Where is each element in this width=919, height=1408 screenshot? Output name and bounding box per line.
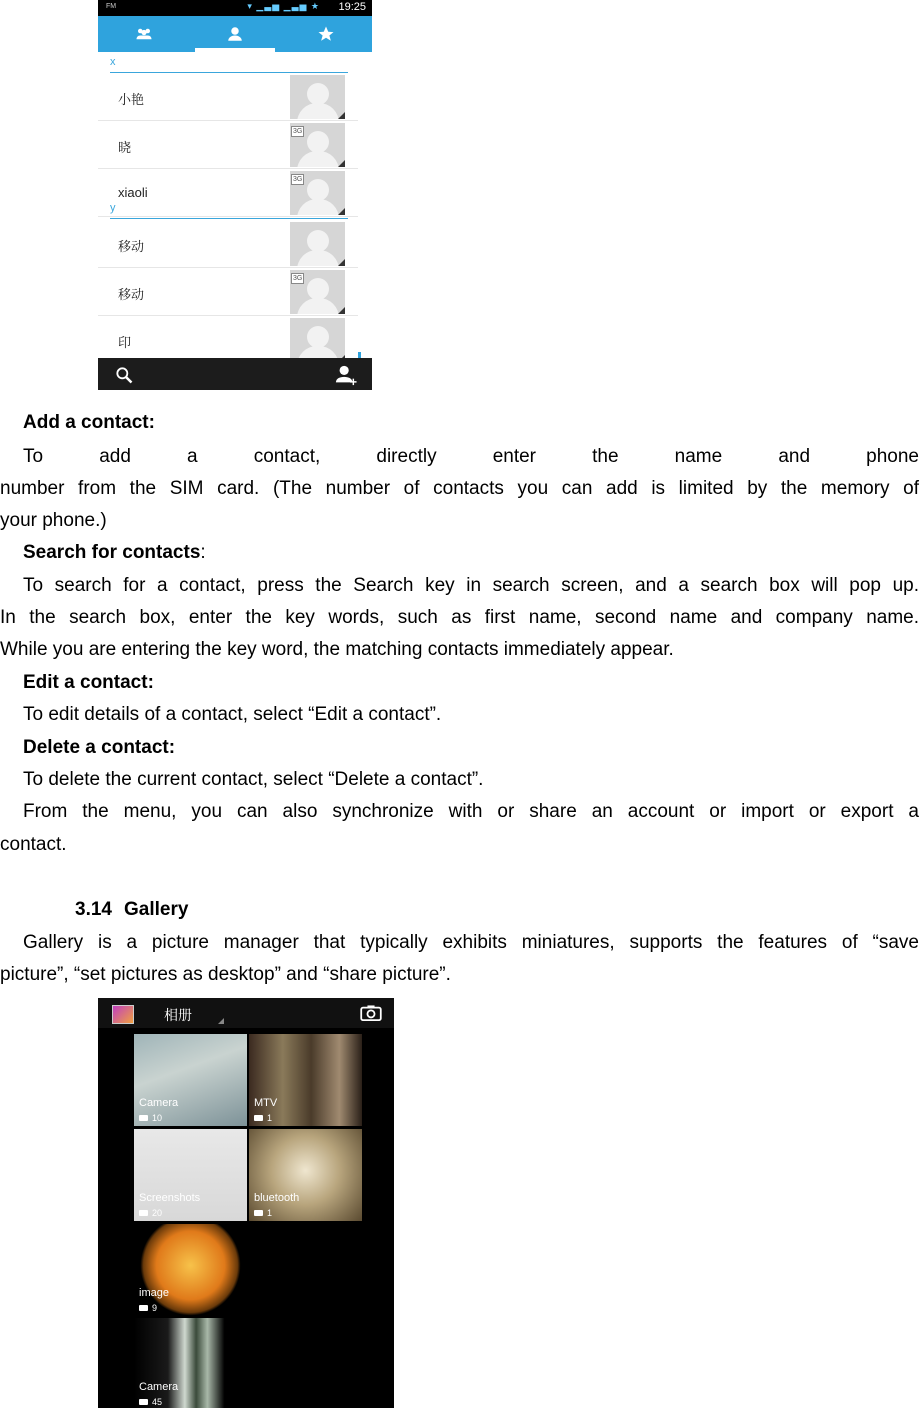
folder-icon bbox=[139, 1210, 148, 1216]
search-paragraph-line3: While you are entering the key word, the matching contacts immediately appear. bbox=[0, 639, 674, 660]
contact-row[interactable] bbox=[98, 316, 358, 364]
album-count-value: 20 bbox=[152, 1208, 163, 1218]
album-name: Camera bbox=[139, 1381, 179, 1393]
contact-row[interactable] bbox=[98, 268, 358, 316]
gallery-section-number: 3.14 bbox=[75, 899, 112, 920]
gallery-top-bar bbox=[98, 998, 394, 1028]
contact-row[interactable] bbox=[98, 121, 358, 169]
delete-contact-heading: Delete a contact: bbox=[23, 737, 176, 758]
add-contact-icon[interactable] bbox=[334, 364, 358, 386]
contact-badge: 3G bbox=[293, 275, 303, 282]
menu-paragraph-line2: contact. bbox=[0, 834, 67, 855]
contact-name: 移动 bbox=[118, 287, 145, 302]
search-contacts-heading: Search for contacts bbox=[23, 542, 201, 563]
contact-name: 小艳 bbox=[118, 92, 145, 107]
album-count bbox=[139, 1113, 162, 1123]
contacts-screenshot bbox=[98, 0, 372, 390]
gallery-screenshot bbox=[98, 998, 394, 1408]
contact-name: 晓 bbox=[118, 140, 132, 155]
status-bar-fm: FM bbox=[106, 3, 117, 10]
gallery-paragraph-line1: Gallery is a picture manager that typically exhibits miniatures, supports the features of “save bbox=[23, 932, 919, 953]
contact-row[interactable] bbox=[98, 220, 358, 268]
album-count bbox=[139, 1397, 162, 1407]
tab-favorites[interactable] bbox=[281, 16, 372, 52]
gallery-section-title: Gallery bbox=[123, 899, 189, 920]
search-paragraph-line1: To search for a contact, press the Search key in search screen, and a search box will pop up. bbox=[23, 575, 919, 596]
avatar bbox=[290, 222, 345, 266]
add-contact-heading: Add a contact: bbox=[23, 412, 155, 433]
contact-row[interactable] bbox=[98, 73, 358, 121]
contact-list[interactable] bbox=[98, 52, 372, 358]
contact-name: xiaoli bbox=[118, 185, 148, 200]
tab-groups[interactable] bbox=[98, 16, 189, 52]
status-time: 19:25 bbox=[338, 1, 366, 13]
avatar bbox=[290, 270, 345, 314]
album-name: Screenshots bbox=[139, 1192, 201, 1204]
groups-icon bbox=[135, 25, 153, 43]
album-tile[interactable] bbox=[134, 1318, 247, 1408]
album-name: bluetooth bbox=[254, 1192, 300, 1204]
search-icon[interactable] bbox=[114, 365, 134, 385]
album-tile[interactable] bbox=[134, 1224, 247, 1316]
add-contact-paragraph-line2: number from the SIM card. (The number of contacts you can add is limited by the memory of bbox=[0, 478, 919, 499]
contacts-bottom-bar bbox=[98, 358, 372, 390]
section-header-y: y bbox=[110, 202, 348, 219]
folder-icon bbox=[139, 1115, 148, 1121]
add-contact-paragraph-line1: To add a contact, directly enter the name and phone bbox=[23, 446, 919, 467]
folder-icon bbox=[254, 1115, 263, 1121]
person-icon bbox=[226, 25, 244, 43]
album-tile[interactable] bbox=[134, 1129, 247, 1221]
gallery-section-heading bbox=[75, 899, 475, 921]
edit-contact-heading: Edit a contact: bbox=[23, 672, 154, 693]
contacts-tab-bar bbox=[98, 16, 372, 52]
album-name: MTV bbox=[254, 1097, 278, 1109]
contact-name: 印 bbox=[118, 335, 132, 350]
status-icons: ▾ ▁▃▅ ▁▃▅ ★ bbox=[247, 1, 320, 11]
avatar bbox=[290, 123, 345, 167]
contact-badge: 3G bbox=[293, 176, 303, 183]
folder-icon bbox=[139, 1305, 148, 1311]
album-count-value: 45 bbox=[152, 1397, 163, 1407]
album-count-value: 1 bbox=[267, 1113, 273, 1123]
edit-contact-paragraph: To edit details of a contact, select “Edit a contact”. bbox=[23, 704, 442, 725]
album-count bbox=[139, 1303, 157, 1313]
gallery-app-icon[interactable] bbox=[112, 1005, 134, 1024]
album-tile[interactable] bbox=[134, 1034, 247, 1126]
album-tile[interactable] bbox=[249, 1034, 362, 1126]
tab-contacts[interactable] bbox=[189, 16, 280, 52]
folder-icon bbox=[254, 1210, 263, 1216]
album-count-value: 1 bbox=[267, 1208, 273, 1218]
contact-badge: 3G bbox=[293, 128, 303, 135]
add-contact-paragraph-line3: your phone.) bbox=[0, 510, 107, 531]
camera-icon[interactable] bbox=[360, 1005, 382, 1021]
album-count bbox=[139, 1208, 162, 1218]
status-bar bbox=[98, 0, 372, 16]
section-header-x: x bbox=[110, 56, 348, 73]
menu-paragraph-line1: From the menu, you can also synchronize with or share an account or import or export a bbox=[23, 801, 919, 822]
album-count bbox=[254, 1208, 272, 1218]
album-count bbox=[254, 1113, 272, 1123]
folder-icon bbox=[139, 1399, 148, 1405]
gallery-title[interactable]: 相册 bbox=[164, 1007, 192, 1023]
gallery-paragraph-line2: picture”, “set pictures as desktop” and “share picture”. bbox=[0, 964, 451, 985]
album-tile[interactable] bbox=[249, 1129, 362, 1221]
dropdown-indicator-icon bbox=[218, 1018, 224, 1024]
album-name: Camera bbox=[139, 1097, 179, 1109]
search-contacts-colon: : bbox=[200, 542, 206, 563]
avatar bbox=[290, 75, 345, 119]
search-paragraph-line2: In the search box, enter the key words, such as first name, second name and company name. bbox=[0, 607, 919, 628]
star-icon bbox=[317, 25, 335, 43]
album-count-value: 9 bbox=[152, 1303, 158, 1313]
delete-contact-paragraph: To delete the current contact, select “Delete a contact”. bbox=[23, 769, 484, 790]
avatar bbox=[290, 318, 345, 362]
album-name: image bbox=[139, 1287, 169, 1299]
contact-name: 移动 bbox=[118, 239, 145, 254]
album-count-value: 10 bbox=[152, 1113, 163, 1123]
search-contacts-heading-line bbox=[23, 542, 919, 564]
